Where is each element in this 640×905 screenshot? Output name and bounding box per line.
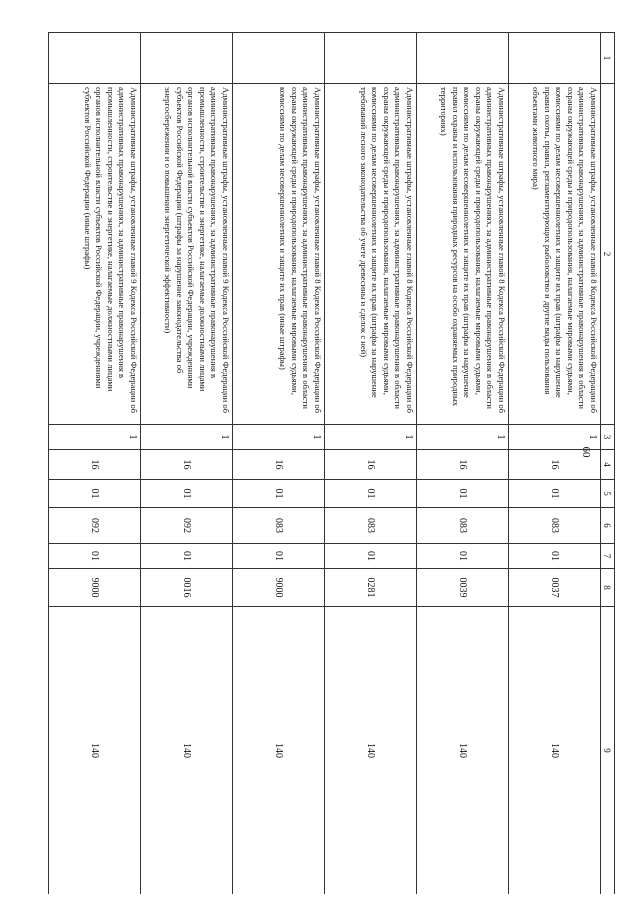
cell-col-8: 9000 [49,569,141,607]
cell-level: 1 [325,425,417,450]
cell-col-6: 092 [49,508,141,544]
header-col-4: 4 [601,450,615,480]
rotated-page-content [48,32,615,894]
cell-col-8: 9000 [233,569,325,607]
cell-level: 1 [417,425,509,450]
cell-col-9: 140 [141,607,233,895]
cell-level: 1 [233,425,325,450]
cell-col-5: 01 [325,480,417,508]
cell-description: Административные штрафы, установленные главой 9 Кодекса Российской Федерации об административных правонарушениях, за административные правонарушения в промышленности, строительстве и энергетике, налагаемые должностными лицами органов исполнительной власти субъектов Российской Федерации, учреждениями субъектов Российской Федерации (иные штрафы) [49,84,141,425]
cell-col-7: 01 [325,544,417,569]
cell-col-7: 01 [49,544,141,569]
cell-code [417,33,509,84]
header-col-3: 3 [601,425,615,450]
cell-description: Административные штрафы, установленные главой 8 Кодекса Российской Федерации об административных правонарушениях, за административные правонарушения в области охраны окружающей среды и природопользования, налагаемые мировыми судьями, комиссиями по делам несовершеннолетних и защите их прав (штрафы за нарушение правил охоты, правил, регламентирующих рыболовство и другие виды пользования объектами животного мира) [509,84,601,425]
cell-col-4: 16 [509,450,601,480]
cell-col-5: 01 [141,480,233,508]
cell-col-9: 140 [49,607,141,895]
cell-col-9: 140 [325,607,417,895]
cell-col-7: 01 [233,544,325,569]
cell-description: Административные штрафы, установленные главой 8 Кодекса Российской Федерации об административных правонарушениях, за административные правонарушения в области охраны окружающей среды и природопользования, налагаемые мировыми судьями, комиссиями по делам несовершеннолетних и защите их прав (штрафы за нарушение правил охраны и использования природных ресурсов на особо охраняемых природных территориях) [417,84,509,425]
table-row [233,33,325,895]
cell-col-8: 0016 [141,569,233,607]
page-number: 60 [580,446,592,458]
cell-code [141,33,233,84]
cell-col-9: 140 [233,607,325,895]
cell-level: 1 [49,425,141,450]
cell-col-5: 01 [49,480,141,508]
cell-description: Административные штрафы, установленные главой 8 Кодекса Российской Федерации об административных правонарушениях, за административные правонарушения в области охраны окружающей среды и природопользования, налагаемые мировыми судьями, комиссиями по делам несовершеннолетних и защите их прав (иные штрафы) [233,84,325,425]
budget-classification-table [48,32,615,894]
cell-description: Административные штрафы, установленные главой 9 Кодекса Российской Федерации об административных правонарушениях, за административные правонарушения в промышленности, строительстве и энергетике, налагаемые должностными лицами органов исполнительной власти субъектов Российской Федерации, учреждениями субъектов Российской Федерации (штрафы за нарушение законодательства об энергосбережении и о повышении энергетической эффективности) [141,84,233,425]
header-row [601,33,615,895]
table-row [49,33,141,895]
cell-col-8: 0037 [509,569,601,607]
cell-col-4: 16 [49,450,141,480]
cell-level: 1 [141,425,233,450]
cell-code [325,33,417,84]
cell-col-4: 16 [417,450,509,480]
cell-code [233,33,325,84]
budget-table-container [48,32,615,894]
cell-col-8: 0281 [325,569,417,607]
cell-description: Административные штрафы, установленные главой 8 Кодекса Российской Федерации об административных правонарушениях, за административные правонарушения в области охраны окружающей среды и природопользования, налагаемые мировыми судьями, комиссиями по делам несовершеннолетних и защите их прав (штрафы за нарушение требований лесного законодательства об учете древесины и сделок с ней) [325,84,417,425]
header-col-5: 5 [601,480,615,508]
cell-col-6: 083 [325,508,417,544]
cell-col-4: 16 [233,450,325,480]
cell-code [509,33,601,84]
cell-col-7: 01 [141,544,233,569]
header-col-7: 7 [601,544,615,569]
header-col-6: 6 [601,508,615,544]
cell-col-7: 01 [417,544,509,569]
cell-col-6: 083 [233,508,325,544]
cell-col-5: 01 [509,480,601,508]
header-col-9: 9 [601,607,615,895]
cell-col-5: 01 [233,480,325,508]
cell-col-6: 083 [509,508,601,544]
header-col-8: 8 [601,569,615,607]
cell-col-6: 092 [141,508,233,544]
table-row [325,33,417,895]
table-row [141,33,233,895]
cell-code [49,33,141,84]
cell-col-4: 16 [141,450,233,480]
cell-col-7: 01 [509,544,601,569]
header-col-1: 1 [601,33,615,84]
cell-col-4: 16 [325,450,417,480]
table-row [417,33,509,895]
cell-level: 1 [509,425,601,450]
cell-col-9: 140 [417,607,509,895]
table-row [509,33,601,895]
cell-col-5: 01 [417,480,509,508]
cell-col-6: 083 [417,508,509,544]
header-col-2: 2 [601,84,615,425]
cell-col-9: 140 [509,607,601,895]
cell-col-8: 0039 [417,569,509,607]
